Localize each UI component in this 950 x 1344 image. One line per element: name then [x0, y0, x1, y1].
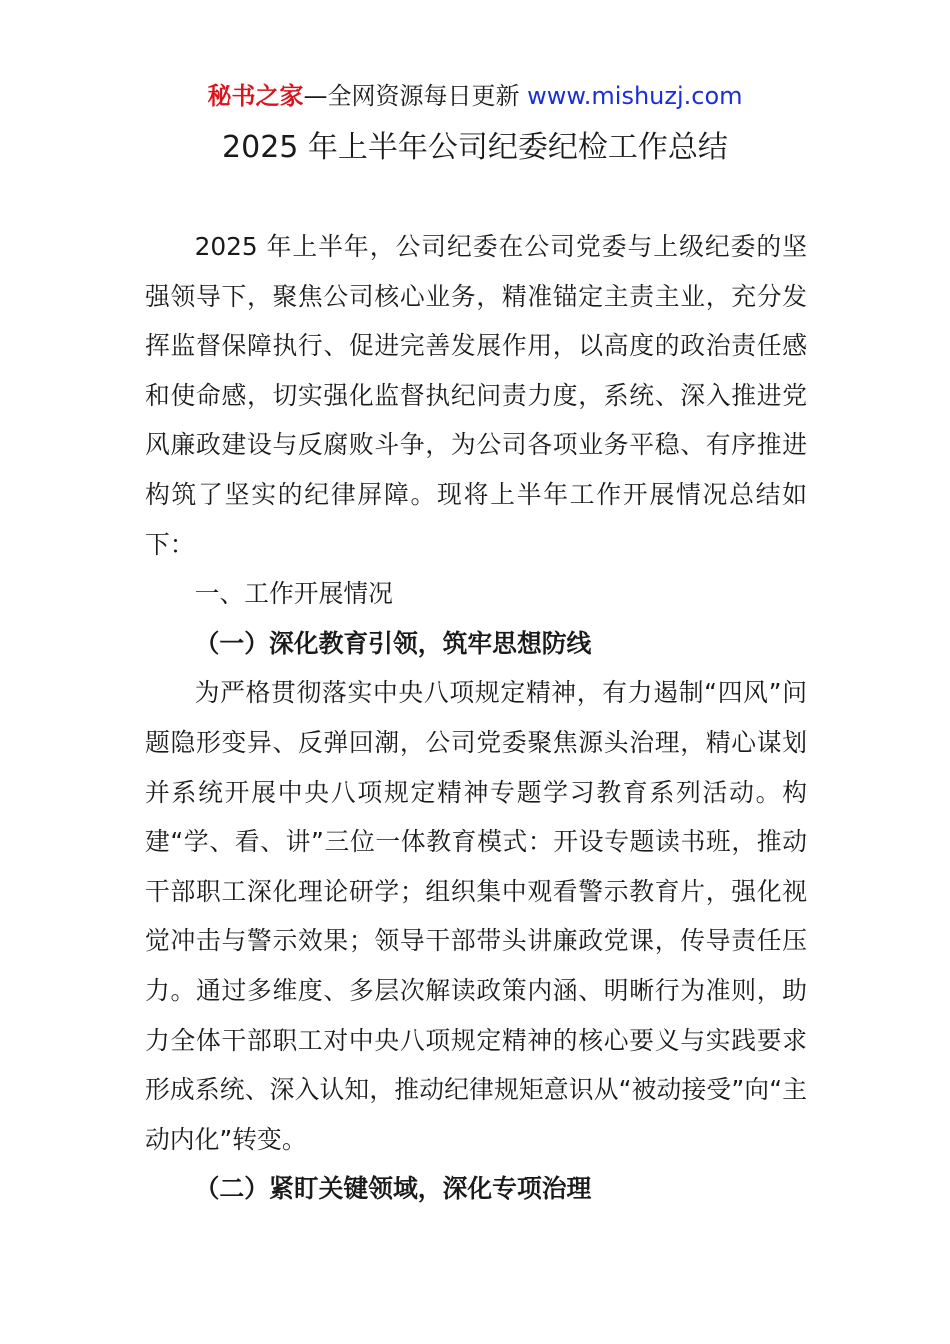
site-banner	[0, 80, 950, 112]
intro-paragraph: 2025 年上半年，公司纪委在公司党委与上级纪委的坚强领导下，聚焦公司核心业务，精准锚定主责主业，充分发挥监督保障执行、促进完善发展作用，以高度的政治责任感和使命感，切实强化监督执纪问责力度，系统、深入推进党风廉政建设与反腐败斗争，为公司各项业务平稳、有序推进构筑了坚实的纪律屏障。现将上半年工作开展情况总结如下：	[145, 232, 807, 559]
document-body	[145, 222, 807, 1214]
banner-tagline: —全网资源每日更新	[303, 82, 528, 110]
section-heading: 一、工作开展情况	[194, 579, 393, 609]
subsection-heading-2: （二）紧盯关键领域，深化专项治理	[194, 1174, 592, 1204]
body-paragraph: 为严格贯彻落实中央八项规定精神，有力遏制“四风”问题隐形变异、反弹回潮，公司党委聚焦源头治理，精心谋划并系统开展中央八项规定精神专题学习教育系列活动。构建“学、看、讲”三位一体教育模式：开设专题读书班，推动干部职工深化理论研学；组织集中观看警示教育片，强化视觉冲击与警示效果；领导干部带头讲廉政党课，传导责任压力。通过多维度、多层次解读政策内涵、明晰行为准则，助力全体干部职工对中央八项规定精神的核心要义与实践要求形成系统、深入认知，推动纪律规矩意识从“被动接受”向“主动内化”转变。	[145, 678, 807, 1154]
subsection-heading-1: （一）深化教育引领，筑牢思想防线	[194, 628, 592, 658]
brand-name: 秘书之家	[207, 82, 304, 110]
site-url-link[interactable]: www.mishuzj.com	[527, 82, 743, 110]
document-title: 2025 年上半年公司纪委纪检工作总结	[222, 130, 728, 165]
